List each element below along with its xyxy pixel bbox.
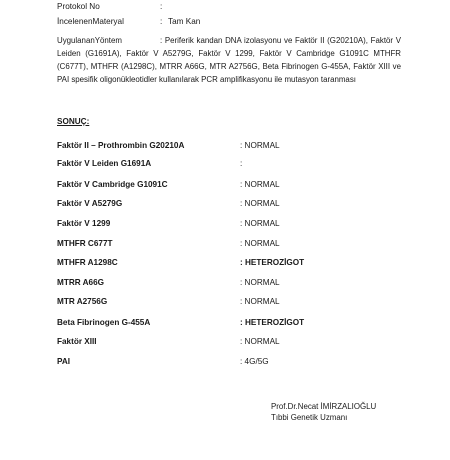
- result-value: : NORMAL: [240, 239, 280, 248]
- signature-title: Tıbbi Genetik Uzmanı: [271, 413, 348, 422]
- result-row: [57, 258, 397, 270]
- result-value: : NORMAL: [240, 180, 280, 189]
- result-value: : NORMAL: [240, 199, 280, 208]
- protocol-colon: :: [160, 2, 163, 11]
- result-row: [57, 337, 397, 349]
- result-test-name: Faktör II – Prothrombin G20210A: [57, 141, 185, 150]
- signature-name: Prof.Dr.Necat İMİRZALIOĞLU: [271, 402, 377, 411]
- result-test-name: Faktör V A5279G: [57, 199, 123, 208]
- result-test-name: Faktör V 1299: [57, 219, 111, 228]
- result-value: :: [240, 159, 243, 168]
- result-test-name: MTRR A66G: [57, 278, 105, 287]
- result-row: [57, 199, 397, 211]
- result-value: : NORMAL: [240, 297, 280, 306]
- result-test-name: MTHFR C677T: [57, 239, 113, 248]
- result-test-name: Faktör V Leiden G1691A: [57, 159, 152, 168]
- result-row: [57, 219, 397, 231]
- method-description: : Periferik kandan DNA izolasyonu ve Faktör II (G20210A), Faktör V Leiden (G1691A), Faktör V A5279G, Faktör V 1299, Faktör V Cambridge G1091C MTHFR (C677T), MTHFR (A1298C), MTRR A66G, MTR A2756G, Beta Fibrinogen G-455A, Faktör XIII ve PAI spesifik oligonükleotidler kullanılarak PCR amplifikasyonu ile mutasyon taranması: [57, 36, 401, 85]
- result-test-name: Faktör V Cambridge G1091C: [57, 180, 168, 189]
- result-row: [57, 239, 397, 251]
- result-row: [57, 297, 397, 309]
- method-label: UygulananYöntem: [57, 36, 122, 45]
- result-test-name: Beta Fibrinogen G-455A: [57, 318, 151, 327]
- material-colon: :: [160, 17, 163, 26]
- result-test-name: PAI: [57, 357, 71, 366]
- result-row: [57, 318, 397, 330]
- result-row: [57, 141, 397, 153]
- result-test-name: MTR A2756G: [57, 297, 108, 306]
- protocol-label: Protokol No: [57, 2, 100, 11]
- result-value: : HETEROZİGOT: [240, 318, 305, 327]
- result-test-name: MTHFR A1298C: [57, 258, 118, 267]
- protocol-row: [57, 2, 168, 12]
- result-value: : HETEROZİGOT: [240, 258, 305, 267]
- result-value: : 4G/5G: [240, 357, 269, 366]
- material-value: Tam Kan: [168, 17, 201, 26]
- result-value: : NORMAL: [240, 219, 280, 228]
- result-row: [57, 357, 397, 369]
- material-row: [57, 17, 200, 27]
- result-value: : NORMAL: [240, 278, 280, 287]
- material-label: İncelenenMateryal: [57, 17, 124, 26]
- result-row: [57, 180, 397, 192]
- result-test-name: Faktör XIII: [57, 337, 97, 346]
- result-row: [57, 159, 397, 171]
- results-title: SONUÇ:: [57, 117, 90, 126]
- result-row: [57, 278, 397, 290]
- method-paragraph: [57, 34, 401, 86]
- result-value: : NORMAL: [240, 337, 280, 346]
- result-value: : NORMAL: [240, 141, 280, 150]
